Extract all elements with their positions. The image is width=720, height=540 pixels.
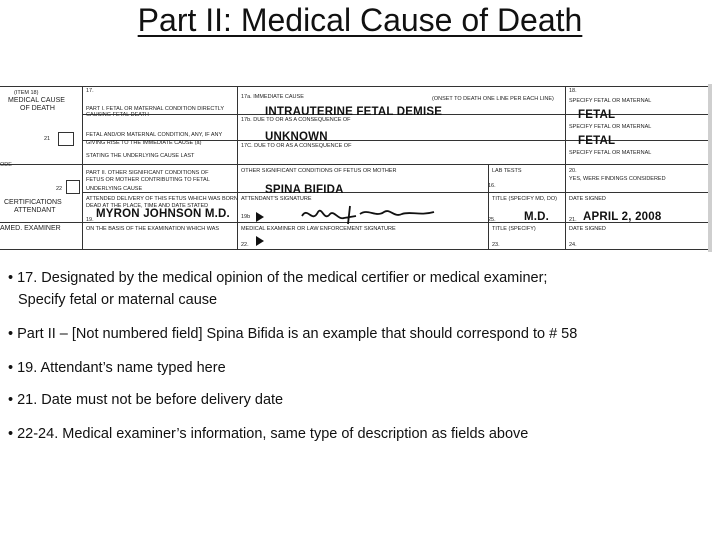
due-c-label: 17C. DUE TO OR AS A CONSEQUENCE OF — [241, 143, 352, 149]
medical-examiner-sig-label: MEDICAL EXAMINER OR LAW ENFORCEMENT SIGNATURE — [241, 226, 396, 232]
specify-fill-1: FETAL — [578, 109, 616, 121]
num-20: 20. — [569, 168, 577, 174]
title-specify-label: TITLE (SPECIFY) — [492, 226, 536, 232]
arrow-icon — [256, 212, 264, 222]
giving-rise-label: GIVING RISE TO THE IMMEDIATE CAUSE (a) — [86, 140, 202, 146]
num-21-left: 21 — [44, 136, 51, 142]
attendant-name-fill: MYRON JOHNSON M.D. — [96, 208, 230, 220]
checkbox-22 — [66, 180, 80, 194]
due-to-fill: UNKNOWN — [265, 131, 328, 143]
form-cause-column-line — [237, 86, 238, 250]
row-line-c — [0, 164, 712, 165]
row-line-d — [82, 192, 712, 193]
attendants-signature-label: ATTENDANT'S SIGNATURE — [241, 196, 312, 202]
medical-cause-label: MEDICAL CAUSE — [8, 97, 65, 104]
dead-at-label: DEAD AT THE PLACE, TIME AND DATE STATED — [86, 203, 209, 209]
num-17: 17. — [86, 88, 94, 94]
part1-label: PART I. FETAL OR MATERNAL CONDITION DIRECTLY — [86, 106, 225, 112]
num-19b: 19b — [241, 214, 251, 220]
attendant-label: ATTENDANT — [14, 207, 56, 214]
immediate-cause-fill: INTRAUTERINE FETAL DEMISE — [265, 106, 443, 118]
note-part2: • Part II – [Not numbered field] Spina Bifida is an example that should correspond to # 58 — [8, 326, 578, 342]
causing-label: CAUSING FETAL DEATH — [86, 112, 149, 118]
note-21: • 21. Date must not be before delivery date — [8, 392, 284, 408]
underlying-label: UNDERLYING CAUSE — [86, 186, 143, 192]
form-specify-column-line — [565, 86, 566, 250]
num-23: 23. — [492, 242, 500, 248]
date-signed-2-label: DATE SIGNED — [569, 226, 606, 232]
num-20-b: 25. — [488, 217, 496, 223]
date-signed-label: DATE SIGNED — [569, 196, 606, 202]
checkbox-21 — [58, 132, 74, 146]
num-21: 21. — [569, 217, 577, 223]
specify-b-label: SPECIFY FETAL OR MATERNAL — [569, 124, 652, 130]
attendant-title-fill: M.D. — [524, 211, 550, 223]
num-18: 18. — [569, 88, 577, 94]
arrow-icon — [256, 236, 264, 246]
specify-a-label: SPECIFY FETAL OR MATERNAL — [569, 98, 652, 104]
onset-label: (ONSET TO DEATH ONE LINE PER EACH LINE) — [432, 96, 554, 102]
num-16-label: 16. — [488, 183, 496, 189]
other-sig-label: OTHER SIGNIFICANT CONDITIONS OF FETUS OR MOTHER — [241, 168, 397, 174]
form-left-column-line — [82, 86, 83, 250]
form-top-line — [0, 86, 712, 87]
lab-tests-label: LAB TESTS — [492, 168, 522, 174]
num-19: 19. — [86, 217, 94, 223]
signature-graphic — [298, 202, 438, 228]
title-label: TITLE (SPECIFY MD, DO) — [492, 196, 557, 202]
note-22-24: • 22-24. Medical examiner’s information, same type of description as fields above — [8, 426, 529, 442]
part2-cause-fill: SPINA BIFIDA — [265, 184, 344, 196]
num-17a-label: 17a. IMMEDIATE CAUSE — [241, 94, 304, 100]
num-22: 22 — [56, 186, 63, 192]
note-17-cont: Specify fetal or maternal cause — [18, 292, 218, 308]
due-b-label: 17b. DUE TO OR AS A CONSEQUENCE OF — [241, 117, 351, 123]
death-certificate-form — [0, 84, 712, 252]
part2b-label: FETUS OR MOTHER CONTRIBUTING TO FETAL — [86, 177, 210, 183]
were-findings-label: YES, WERE FINDINGS CONSIDERED — [569, 176, 666, 182]
item18-label: (ITEM 18) — [14, 90, 39, 96]
ode-label: ODE — [0, 162, 12, 168]
row-line-f — [0, 249, 712, 250]
stating-label: STATING THE UNDERLYING CAUSE LAST — [86, 153, 195, 159]
num-24: 24. — [569, 242, 577, 248]
slide-title: Part II: Medical Cause of Death — [137, 2, 583, 38]
certifications-label: CERTIFICATIONS — [4, 199, 62, 206]
scan-edge — [708, 84, 712, 252]
on-the-basis-label: ON THE BASIS OF THE EXAMINATION WHICH WAS — [86, 226, 220, 232]
note-17: • 17. Designated by the medical opinion of the medical certifier or medical examiner; — [8, 270, 548, 286]
fetal-and-or-label: FETAL AND/OR MATERNAL CONDITION, ANY, IF ANY — [86, 132, 223, 138]
examiner-label: AMED. EXAMINER — [0, 225, 61, 232]
specify-fill-2: FETAL — [578, 135, 616, 147]
attended-label: ATTENDED DELIVERY OF THIS FETUS WHICH WAS BORN — [86, 196, 238, 202]
note-19: • 19. Attendant’s name typed here — [8, 360, 226, 376]
num-22b: 22. — [241, 242, 249, 248]
date-signed-fill: APRIL 2, 2008 — [583, 211, 662, 223]
part2-label: PART II. OTHER SIGNIFICANT CONDITIONS OF — [86, 170, 209, 176]
form-title-column-line — [488, 164, 489, 250]
specify-c-label: SPECIFY FETAL OR MATERNAL — [569, 150, 652, 156]
of-death-label: OF DEATH — [20, 105, 55, 112]
